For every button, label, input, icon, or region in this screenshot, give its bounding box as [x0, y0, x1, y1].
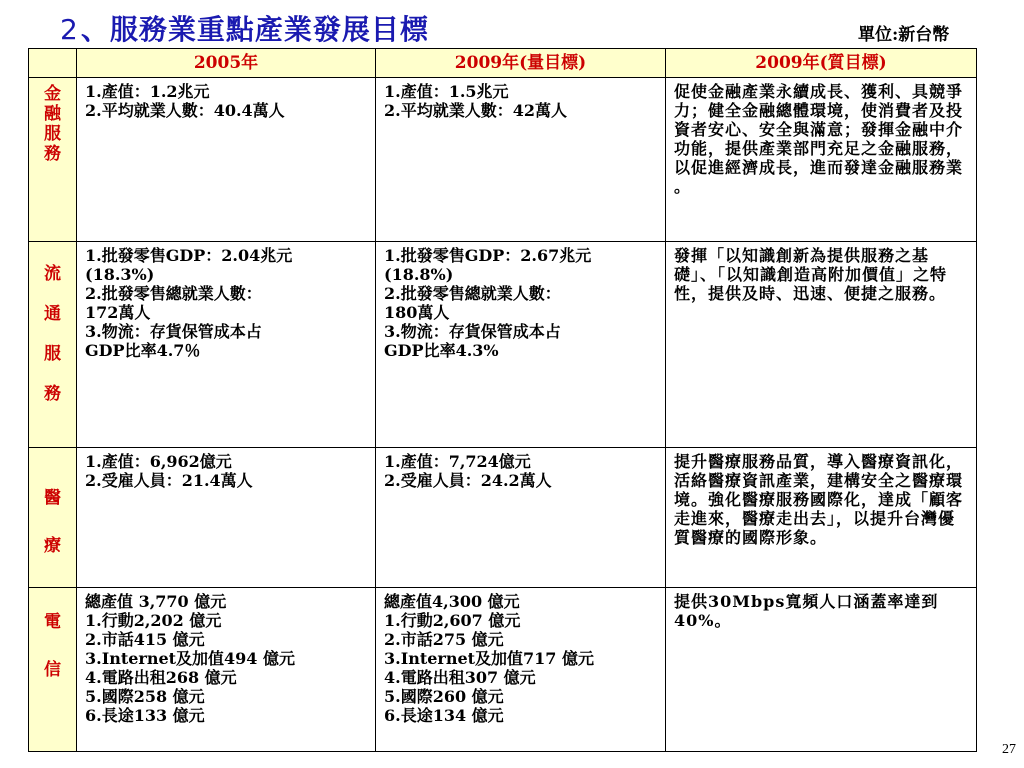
category-char: 服 [44, 124, 61, 144]
category-char: 融 [44, 104, 61, 124]
category-char: 務 [44, 144, 61, 164]
table-cell: 1.產值：1.5兆元 2.平均就業人數：42萬人 [376, 78, 666, 242]
targets-table [28, 48, 977, 752]
header-corner [29, 49, 77, 78]
category-label [29, 612, 76, 680]
table-cell: 總產值 3,770 億元 1.行動2,202 億元 2.市話415 億元 3.Internet及加值494 億元 4.電路出租268 億元 5.國際258 億元 6.長途133 億元 [77, 588, 376, 752]
category-char: 信 [44, 660, 61, 680]
category-char: 醫 [44, 488, 61, 508]
category-char: 務 [44, 384, 61, 404]
row-category [29, 78, 77, 242]
category-label [29, 84, 76, 164]
category-char: 電 [44, 612, 61, 632]
category-char: 流 [44, 264, 61, 284]
category-char: 療 [44, 536, 61, 556]
row-category [29, 242, 77, 448]
category-char: 金 [44, 84, 61, 104]
title-text: 、服務業重點產業發展目標 [80, 13, 429, 46]
column-header-2009-quality: 2009年(質目標) [666, 49, 977, 78]
table-cell: 1.產值：7,724億元 2.受雇人員：24.2萬人 [376, 448, 666, 588]
table-cell: 提供30Mbps寬頻人口涵蓋率達到40%。 [666, 588, 977, 752]
title-number: 2 [60, 13, 79, 46]
table-cell: 1.產值：1.2兆元 2.平均就業人數：40.4萬人 [77, 78, 376, 242]
table-cell: 總產值4,300 億元 1.行動2,607 億元 2.市話275 億元 3.Internet及加值717 億元 4.電路出租307 億元 5.國際260 億元 6.長途134 億元 [376, 588, 666, 752]
column-header-2005: 2005年 [77, 49, 376, 78]
table-row-telecom [29, 588, 977, 752]
table-cell: 1.產值：6,962億元 2.受雇人員：21.4萬人 [77, 448, 376, 588]
table-cell: 1.批發零售GDP：2.67兆元 (18.8%) 2.批發零售總就業人數： 180萬人 3.物流：存貨保管成本占 GDP比率4.3% [376, 242, 666, 448]
table-row-distribution [29, 242, 977, 448]
table-cell: 發揮「以知識創新為提供服務之基礎」、「以知識創造高附加價值」之特性，提供及時、迅速、便捷之服務。 [666, 242, 977, 448]
page-title [60, 8, 429, 48]
row-category [29, 588, 77, 752]
row-category [29, 448, 77, 588]
column-header-2009-quantity: 2009年(量目標) [376, 49, 666, 78]
page-number: 27 [1002, 742, 1016, 757]
table-cell: 1.批發零售GDP：2.04兆元 (18.3%) 2.批發零售總就業人數： 172萬人 3.物流：存貨保管成本占 GDP比率4.7％ [77, 242, 376, 448]
table-header-row [29, 49, 977, 78]
category-char: 服 [44, 344, 61, 364]
table-row-medical [29, 448, 977, 588]
category-label [29, 264, 76, 404]
table-row-finance [29, 78, 977, 242]
category-char: 通 [44, 304, 61, 324]
unit-label: 單位:新台幣 [858, 25, 950, 45]
category-label [29, 488, 76, 556]
table-cell: 提升醫療服務品質，導入醫療資訊化，活絡醫療資訊產業，建構安全之醫療環境。強化醫療服務國際化，達成「顧客走進來，醫療走出去」，以提升台灣優質醫療的國際形象。 [666, 448, 977, 588]
table-cell: 促使金融產業永續成長、獲利、具競爭力；健全金融總體環境，使消費者及投資者安心、安全與滿意；發揮金融中介功能，提供產業部門充足之金融服務，以促進經濟成長，進而發達金融服務業 。 [666, 78, 977, 242]
